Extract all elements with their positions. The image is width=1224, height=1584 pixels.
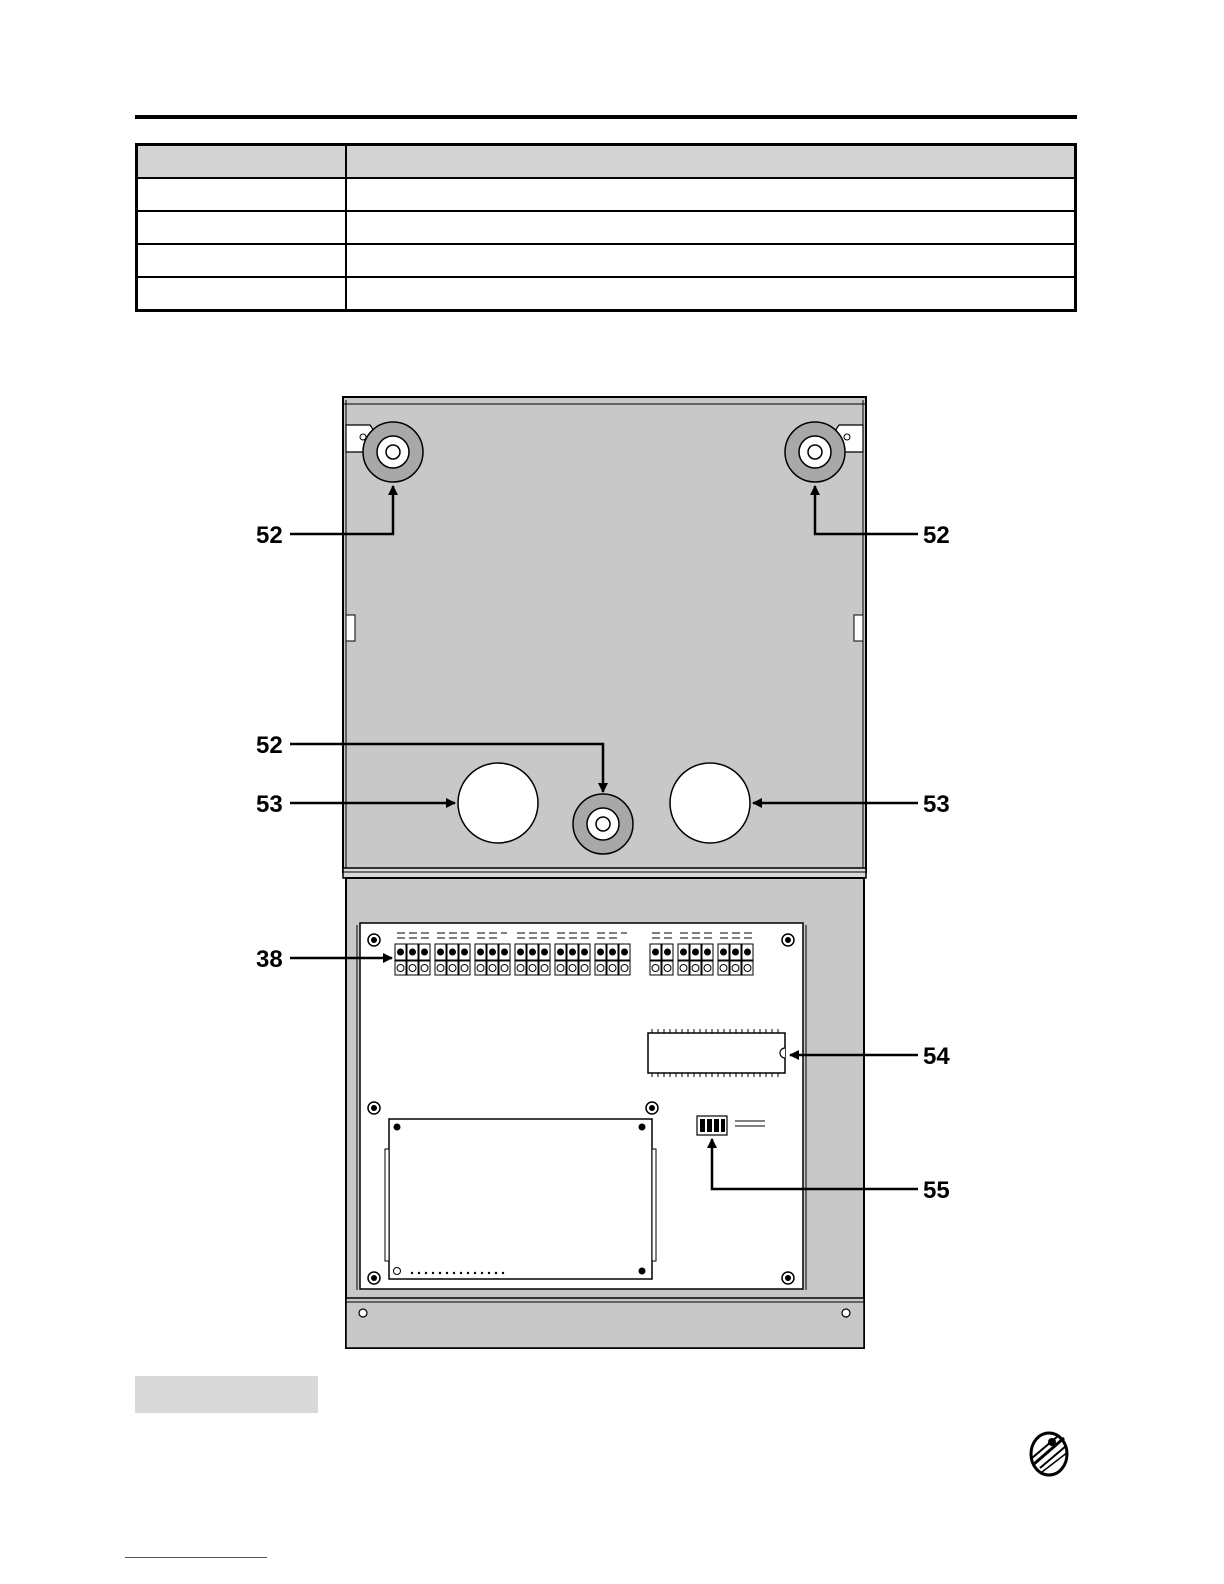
eprom-chip [648,1029,785,1077]
caption-box [135,1376,318,1413]
callout-52-center: 52 [256,732,283,759]
company-logo-icon [1028,1428,1070,1480]
footer-link-underline[interactable] [125,1557,267,1558]
callout-53-right: 53 [923,791,950,818]
expansion-board [385,1119,656,1279]
callout-55: 55 [923,1177,950,1204]
callout-38: 38 [256,946,283,973]
cable-entry-left [458,763,538,843]
callout-53-left: 53 [256,791,283,818]
callout-52-top-right: 52 [923,522,950,549]
callout-54: 54 [923,1043,950,1070]
mounting-hole-center [573,794,633,854]
cable-entry-right [670,763,750,843]
callout-52-top-left: 52 [256,522,283,549]
